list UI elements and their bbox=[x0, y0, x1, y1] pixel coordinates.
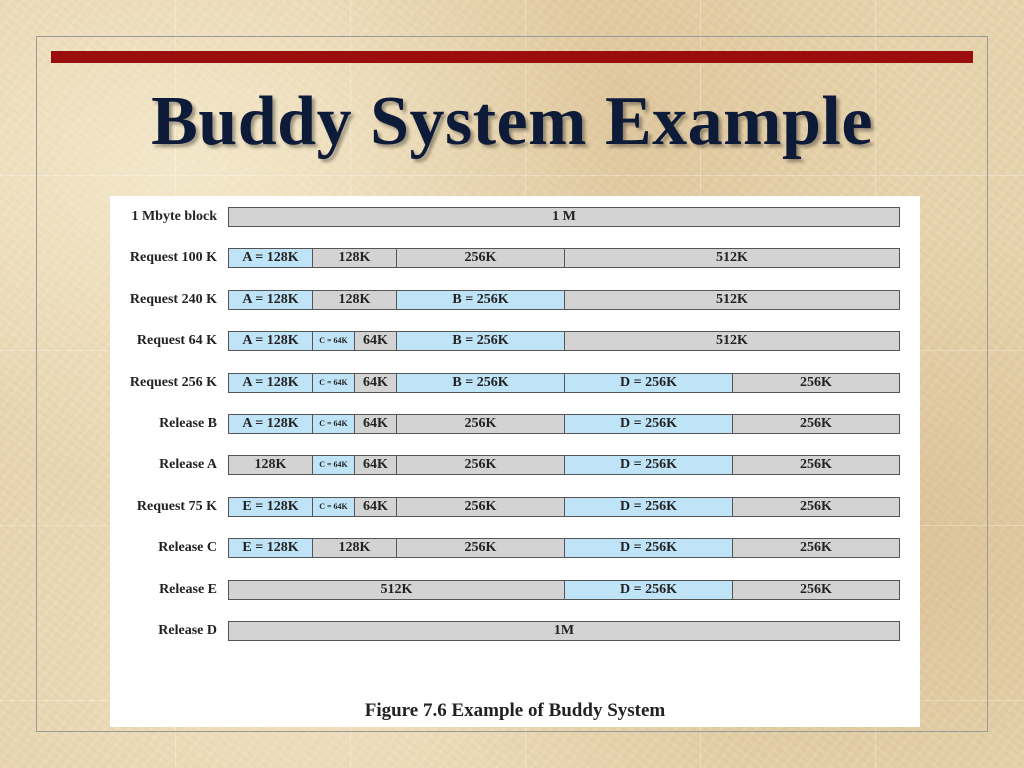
free-block: 64K bbox=[354, 373, 397, 393]
free-block: 256K bbox=[732, 580, 900, 600]
free-block: 256K bbox=[732, 497, 900, 517]
allocated-block: D = 256K bbox=[564, 497, 733, 517]
free-block: 1 M bbox=[228, 207, 900, 227]
diagram-row bbox=[110, 289, 920, 311]
diagram-row bbox=[110, 537, 920, 559]
diagram-row bbox=[110, 372, 920, 394]
diagram-row bbox=[110, 620, 920, 642]
allocated-block: E = 128K bbox=[228, 538, 313, 558]
free-block: 128K bbox=[312, 248, 397, 268]
memory-bar bbox=[228, 497, 900, 517]
allocated-block: D = 256K bbox=[564, 580, 733, 600]
allocated-block: A = 128K bbox=[228, 290, 313, 310]
allocated-block: E = 128K bbox=[228, 497, 313, 517]
allocated-block: C = 64K bbox=[312, 455, 355, 475]
row-label: Request 64 K bbox=[136, 333, 217, 349]
diagram-row bbox=[110, 330, 920, 352]
memory-bar bbox=[228, 248, 900, 268]
memory-bar bbox=[228, 580, 900, 600]
figure-panel bbox=[110, 196, 920, 727]
allocated-block: D = 256K bbox=[564, 373, 733, 393]
free-block: 512K bbox=[564, 248, 900, 268]
row-label: Release D bbox=[158, 623, 217, 638]
allocated-block: D = 256K bbox=[564, 414, 733, 434]
free-block: 256K bbox=[396, 248, 565, 268]
diagram-row bbox=[110, 206, 920, 228]
free-block: 64K bbox=[354, 331, 397, 351]
free-block: 256K bbox=[732, 538, 900, 558]
free-block: 64K bbox=[354, 455, 397, 475]
memory-bar bbox=[228, 414, 900, 434]
free-block: 256K bbox=[396, 538, 565, 558]
free-block: 256K bbox=[396, 414, 565, 434]
free-block: 64K bbox=[354, 414, 397, 434]
free-block: 512K bbox=[564, 331, 900, 351]
memory-bar bbox=[228, 331, 900, 351]
row-label: Release C bbox=[158, 540, 217, 556]
allocated-block: A = 128K bbox=[228, 331, 313, 351]
diagram-row bbox=[110, 413, 920, 435]
row-label: Request 100 K bbox=[129, 250, 217, 266]
row-label: Release E bbox=[159, 581, 217, 597]
figure-caption: Figure 7.6 Example of Buddy System bbox=[364, 700, 666, 721]
allocated-block: A = 128K bbox=[228, 248, 313, 268]
free-block: 128K bbox=[312, 290, 397, 310]
slide-title: Buddy System Example bbox=[151, 83, 873, 160]
allocated-block: B = 256K bbox=[396, 373, 565, 393]
memory-bar bbox=[228, 373, 900, 393]
row-label: Request 256 K bbox=[129, 374, 217, 390]
diagram-row bbox=[110, 454, 920, 476]
free-block: 512K bbox=[228, 580, 565, 600]
row-label: 1 Mbyte block bbox=[131, 209, 217, 224]
free-block: 512K bbox=[564, 290, 900, 310]
row-label: Release A bbox=[159, 457, 217, 473]
allocated-block: D = 256K bbox=[564, 538, 733, 558]
allocated-block: A = 128K bbox=[228, 414, 313, 434]
free-block: 128K bbox=[312, 538, 397, 558]
allocated-block: B = 256K bbox=[396, 331, 565, 351]
row-label: Request 240 K bbox=[129, 291, 217, 307]
memory-bar bbox=[228, 621, 900, 641]
free-block: 64K bbox=[354, 497, 397, 517]
row-label: Request 75 K bbox=[136, 498, 217, 514]
allocated-block: C = 64K bbox=[312, 414, 355, 434]
allocated-block: B = 256K bbox=[396, 290, 565, 310]
free-block: 256K bbox=[396, 455, 565, 475]
allocated-block: C = 64K bbox=[312, 373, 355, 393]
free-block: 1M bbox=[228, 621, 900, 641]
allocated-block: C = 64K bbox=[312, 331, 355, 351]
memory-bar bbox=[228, 455, 900, 475]
free-block: 256K bbox=[396, 497, 565, 517]
diagram-row bbox=[110, 496, 920, 518]
row-label: Release B bbox=[159, 416, 217, 431]
memory-bar bbox=[228, 538, 900, 558]
diagram-row bbox=[110, 579, 920, 601]
free-block: 256K bbox=[732, 373, 900, 393]
diagram-row bbox=[110, 247, 920, 269]
free-block: 256K bbox=[732, 455, 900, 475]
memory-bar bbox=[228, 290, 900, 310]
memory-bar bbox=[228, 207, 900, 227]
free-block: 256K bbox=[732, 414, 900, 434]
free-block: 128K bbox=[228, 455, 313, 475]
accent-bar bbox=[51, 51, 973, 63]
allocated-block: D = 256K bbox=[564, 455, 733, 475]
allocated-block: C = 64K bbox=[312, 497, 355, 517]
allocated-block: A = 128K bbox=[228, 373, 313, 393]
